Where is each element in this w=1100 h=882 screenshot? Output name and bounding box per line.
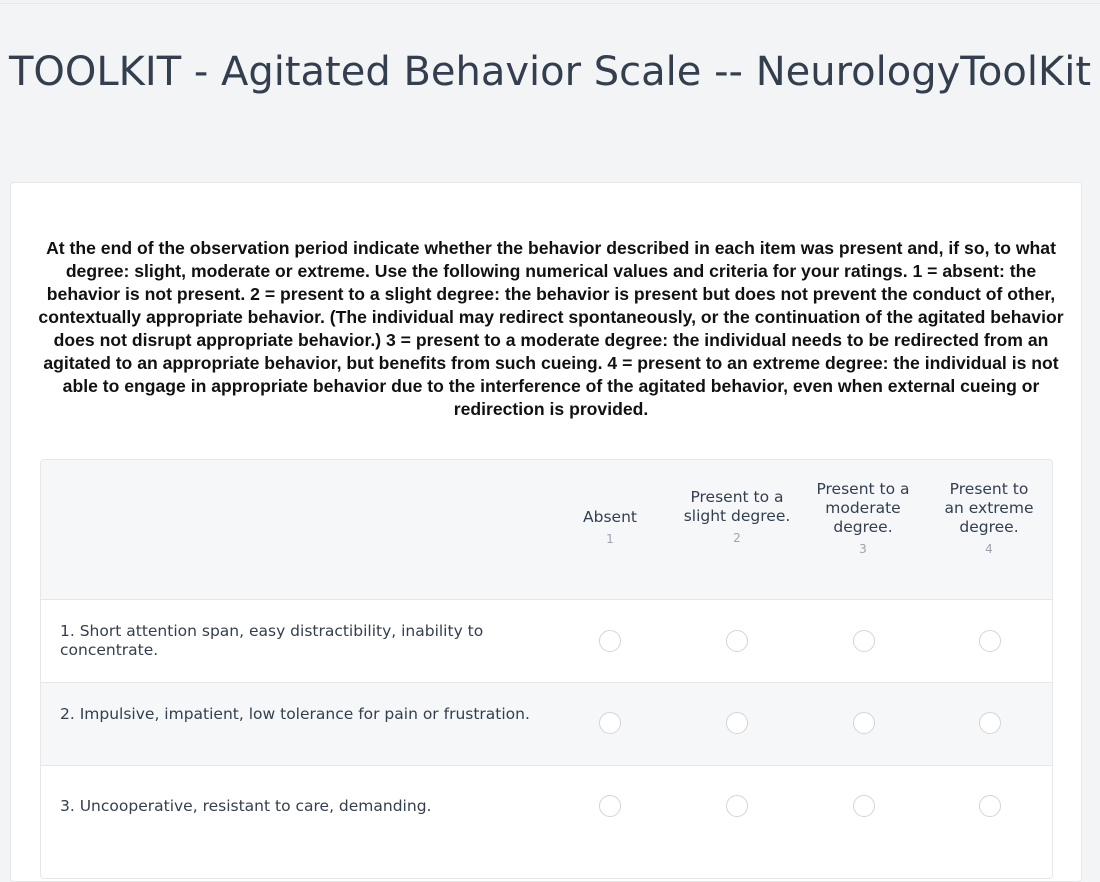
item-1-radio-extreme[interactable]	[979, 630, 1001, 652]
column-value: 2	[733, 531, 741, 545]
column-header-slight	[681, 488, 793, 546]
table-row	[41, 600, 1053, 683]
column-label: Absent	[583, 508, 637, 526]
page-title: TOOLKIT - Agitated Behavior Scale -- NeurologyToolKit	[8, 49, 1091, 95]
column-label: Present to an extreme degree.	[944, 480, 1034, 536]
item-3-radio-absent[interactable]	[599, 795, 621, 817]
item-1-radio-absent[interactable]	[599, 630, 621, 652]
column-value: 3	[859, 542, 867, 556]
column-label: Present to a moderate degree.	[816, 480, 910, 536]
item-1-radio-moderate[interactable]	[853, 630, 875, 652]
item-1-radio-slight[interactable]	[726, 630, 748, 652]
item-2-radio-extreme[interactable]	[979, 712, 1001, 734]
item-2-radio-moderate[interactable]	[853, 712, 875, 734]
column-header-extreme	[939, 480, 1039, 557]
item-2-radio-slight[interactable]	[726, 712, 748, 734]
top-divider	[0, 3, 1100, 4]
column-label: Present to a slight degree.	[683, 488, 791, 525]
item-3-radio-extreme[interactable]	[979, 795, 1001, 817]
instructions-text: At the end of the observation period indicate whether the behavior described in each item was present and, if so, to what degree: slight, moderate or extreme. Use the following numerical values and criteria for your ratings. 1 = absent: the behavior is not present. 2 = present to a slight degree: the behavior is present but does not prevent the conduct of other, contextually appropriate behavior. (The individual may redirect spontaneously, or the continuation of the agitated behavior does not disrupt appropriate behavior.) 3 = present to a moderate degree: the individual needs to be redirected from an agitated to an appropriate behavior, but benefits from such cueing. 4 = present to an extreme degree: the individual is not able to engage in appropriate behavior due to the interference of the agitated behavior, even when external cueing or redirection is provided.	[38, 238, 1064, 419]
item-3-radio-moderate[interactable]	[853, 795, 875, 817]
table-row	[41, 683, 1053, 766]
rating-table	[40, 459, 1053, 879]
item-label: 2. Impulsive, impatient, low tolerance for pain or frustration.	[60, 705, 530, 723]
column-value: 4	[985, 542, 993, 556]
column-header-moderate	[813, 480, 913, 557]
column-value: 1	[606, 532, 614, 546]
item-label: 1. Short attention span, easy distractibility, inability to concentrate.	[60, 622, 484, 659]
item-2-radio-absent[interactable]	[599, 712, 621, 734]
table-row	[41, 766, 1053, 879]
column-header-absent	[555, 508, 665, 547]
item-label: 3. Uncooperative, resistant to care, demanding.	[60, 797, 432, 815]
table-header	[41, 460, 1053, 600]
item-3-radio-slight[interactable]	[726, 795, 748, 817]
